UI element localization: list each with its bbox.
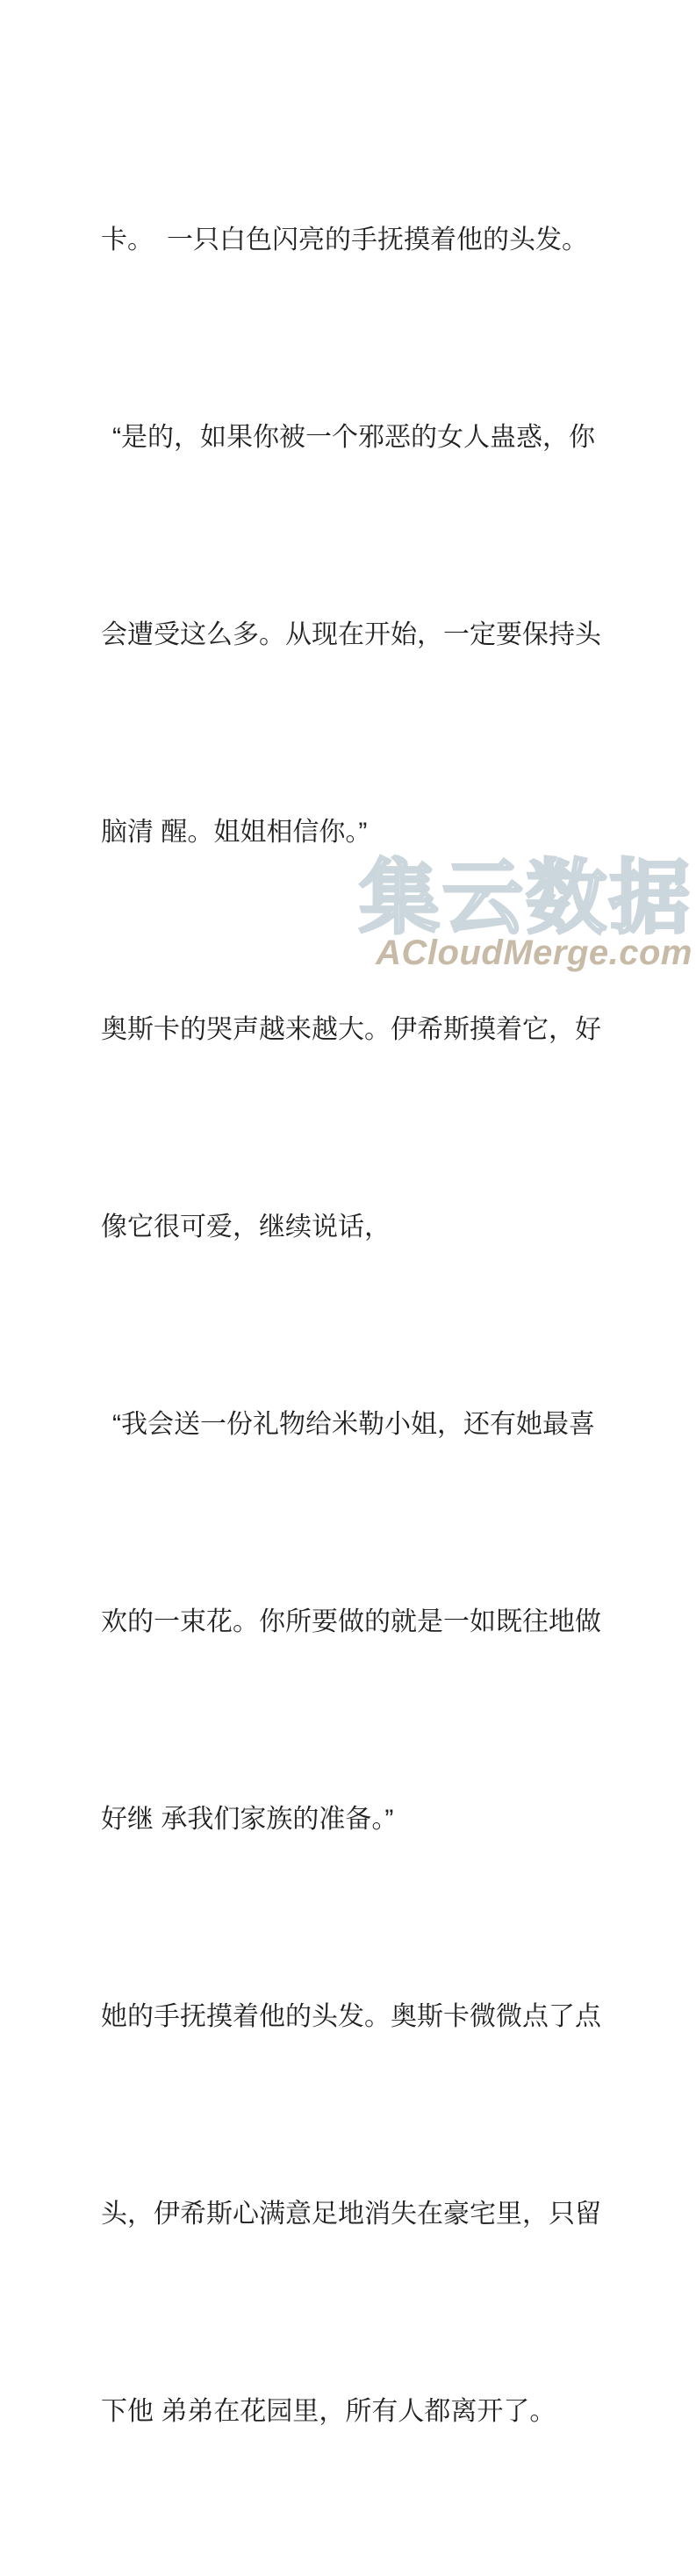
text-line: 卡。 一只白色闪亮的手抚摸着他的头发。	[101, 225, 588, 254]
watermark-url: ACloudMerge.com	[376, 934, 692, 972]
text-line: 头，伊希斯心满意足地消失在豪宅里，只留	[101, 2200, 601, 2229]
text-line: 她的手抚摸着他的头发。奥斯卡微微点了点	[101, 2002, 601, 2031]
text-line: 像它很可爱，继续说话，	[101, 1213, 391, 1241]
text-line: 好继 承我们家族的准备。”	[101, 1805, 394, 1834]
text-line: 脑清 醒。姐姐相信你。”	[101, 818, 368, 847]
text-line: 奥斯卡的哭声越来越大。伊希斯摸着它，好	[101, 1015, 601, 1044]
text-line: 会遭受这么多。从现在开始，一定要保持头	[101, 620, 601, 649]
novel-text-block	[101, 75, 617, 2576]
text-line: “我会送一份礼物给米勒小姐，还有她最喜	[112, 1410, 595, 1439]
watermark-brand-cn: 集云数据	[358, 854, 692, 943]
text-line: 下他 弟弟在花园里，所有人都离开了。	[101, 2397, 556, 2426]
text-line: “是的，如果你被一个邪恶的女人蛊惑，你	[112, 423, 595, 452]
text-line: 欢的一束花。你所要做的就是一如既往地做	[101, 1607, 601, 1636]
